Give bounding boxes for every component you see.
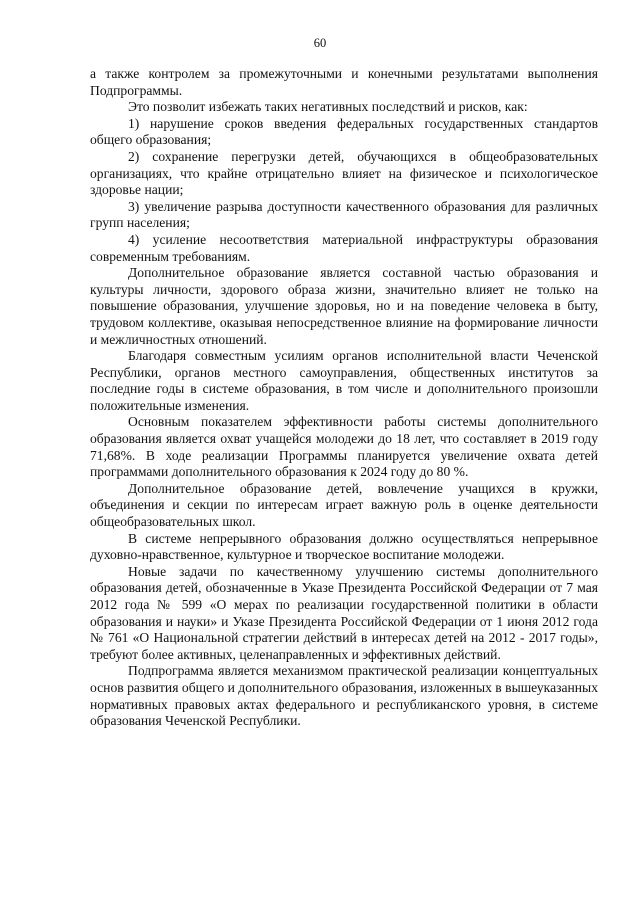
paragraph-involvement: Дополнительное образование детей, вовлечение учащихся в кружки, объединения и секции по интересам играет важную роль в оценке деятельности общеобразовательных школ.	[90, 480, 598, 530]
page-number: 60	[313, 36, 327, 50]
list-item-risk-4: 4) усиление несоответствия материальной инфраструктуры образования современным требованиям.	[90, 231, 598, 264]
body-text	[90, 66, 598, 730]
list-item-risk-1: 1) нарушение сроков введения федеральных государственных стандартов общего образования;	[90, 115, 598, 148]
paragraph-joint-efforts: Благодаря совместным усилиям органов исполнительной власти Чеченской Республики, органов местного самоуправления, общественных институтов за последние годы в системе образования, в том числе и дополнительного произошли положительные изменения.	[90, 348, 598, 413]
paragraph-additional-education: Дополнительное образование является составной частью образования и культуры личности, здорового образа жизни, значительно влияет не только на повышение образования, улучшение здоровья, но и на поведение человека в быту, трудовом коллективе, оказывая непосредственное влияние на формирование личности и межличностных отношений.	[90, 265, 598, 347]
paragraph-main-indicator: Основным показателем эффективности работы системы дополнительного образования является охват учащейся молодежи до 18 лет, что составляет в 2019 году 71,68%. В ходе реализации Программы планируется увеличение охвата детей программами дополнительного образования к 2024 году до 80 %.	[90, 414, 598, 480]
paragraph-continuation: а также контролем за промежуточными и конечными результатами выполнения Подпрограммы.	[90, 66, 598, 98]
paragraph-new-tasks: Новые задачи по качественному улучшению системы дополнительного образования детей, обозначенные в Указе Президента Российской Федерации от 7 мая 2012 года № 599 «О мерах по реализации государственной политики в области образования и науки» и Указе Президента Российской Федерации от 1 июня 2012 года № 761 «О Национальной стратегии действий в интересах детей на 2012 - 2017 годы», требуют более активных, целенаправленных и эффективных действий.	[90, 563, 598, 662]
paragraph-subprogram-mechanism: Подпрограмма является механизмом практической реализации концептуальных основ развития общего и дополнительного образования, изложенных в вышеуказанных нормативных правовых актах федерального и республиканского уровня, в системе образования Чеченской Республики.	[90, 663, 598, 729]
paragraph-risks-intro: Это позволит избежать таких негативных последствий и рисков, как:	[128, 99, 528, 115]
paragraph-continuous-education: В системе непрерывного образования должно осуществляться непрерывное духовно-нравственное, культурное и творческое воспитание молодежи.	[90, 530, 598, 563]
list-item-risk-2: 2) сохранение перегрузки детей, обучающихся в общеобразовательных организациях, что крайне отрицательно влияет на физическое и психологическое здоровье нации;	[90, 148, 598, 198]
list-item-risk-3: 3) увеличение разрыва доступности качественного образования для различных групп населения;	[90, 198, 598, 231]
